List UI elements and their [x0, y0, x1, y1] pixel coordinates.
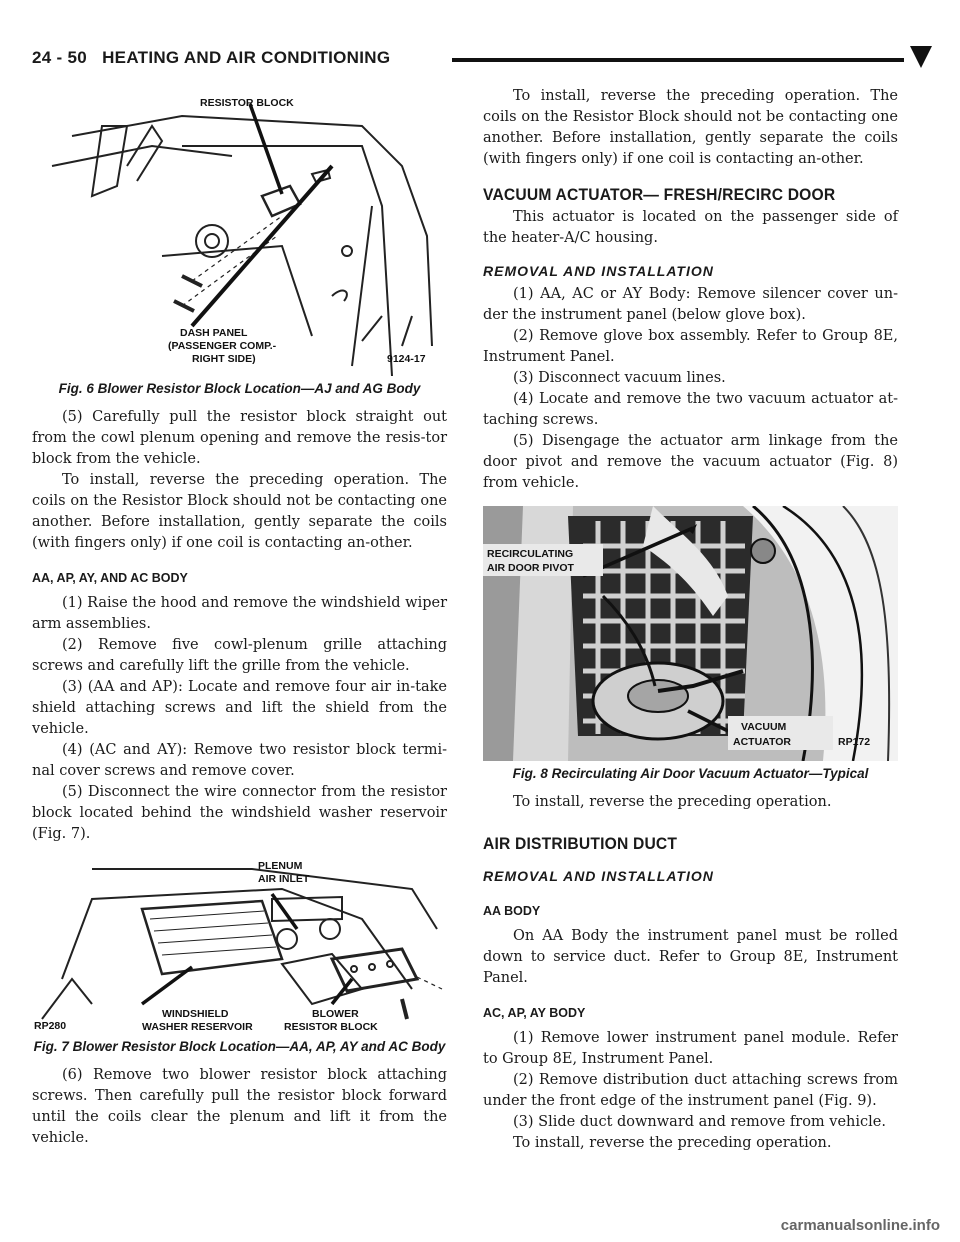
figure-8 — [483, 506, 898, 782]
figure-6-caption: Fig. 6 Blower Resistor Block Location—AJ and AG Body — [58, 381, 421, 396]
chapter-triangle-icon — [910, 46, 932, 68]
heading-vacuum-actuator: VACUUM ACTUATOR— FRESH/RECIRC DOOR — [483, 185, 836, 204]
paragraph: To install, reverse the preceding operation. The coils on the Resistor Block should not be contacting one another. Before installation, gently separate the coils (with fingers only) if one coil is contacting an-other. — [32, 472, 447, 551]
label-washer-reservoir: WASHER RESERVOIR — [142, 1021, 253, 1033]
paragraph: To install, reverse the preceding operation. The coils on the Resistor Block should not be contacting one another. Before installation, gently separate the coils (with fingers only) if one coil is contacting an-other. — [483, 88, 898, 167]
left-column — [32, 86, 447, 1149]
figure-6 — [32, 86, 447, 397]
heading-removal-installation: REMOVAL AND INSTALLATION — [483, 263, 714, 279]
figure-8-illustration — [483, 506, 898, 761]
page-number: 24 - 50 — [32, 48, 88, 67]
paragraph: To install, reverse the preceding operation. — [513, 1135, 832, 1151]
step: (1) Raise the hood and remove the windshield wiper arm assemblies. — [32, 595, 448, 632]
paragraph: On AA Body the instrument panel must be rolled down to service duct. Refer to Group 8E, Instrument Panel. — [483, 928, 898, 986]
label-plenum: PLENUM — [258, 860, 303, 872]
figure-7-code: RP280 — [34, 1020, 67, 1032]
header-rule — [452, 58, 904, 62]
label-recirculating: RECIRCULATING — [487, 548, 574, 560]
label-resistor-block: RESISTOR BLOCK — [284, 1021, 378, 1033]
step: (4) (AC and AY): Remove two resistor block termi-nal cover screws and remove cover. — [32, 742, 447, 779]
heading-removal-installation: REMOVAL AND INSTALLATION — [483, 868, 714, 884]
subheading-aa-body: AA BODY — [483, 904, 541, 918]
paragraph: (5) Carefully pull the resistor block straight out from the cowl plenum opening and remove the resis-tor block from the vehicle. — [32, 409, 447, 467]
watermark: carmanualsonline.info — [780, 1217, 940, 1234]
label-resistor-block: RESISTOR BLOCK — [200, 97, 294, 109]
figure-6-code: 9124-17 — [387, 353, 426, 365]
heading-air-distribution-duct: AIR DISTRIBUTION DUCT — [483, 834, 678, 853]
step: (4) Locate and remove the two vacuum actuator at-taching screws. — [483, 391, 898, 428]
step: (2) Remove glove box assembly. Refer to Group 8E, Instrument Panel. — [483, 328, 898, 365]
label-air-door-pivot: AIR DOOR PIVOT — [487, 562, 574, 574]
header-title — [32, 48, 390, 68]
step: (5) Disengage the actuator arm linkage from the door pivot and remove the vacuum actuator (Fig. 8) from vehicle. — [483, 433, 898, 491]
subheading-ac-ap-ay: AC, AP, AY BODY — [483, 1006, 586, 1020]
step: (1) Remove lower instrument panel module. Refer to Group 8E, Instrument Panel. — [483, 1030, 898, 1067]
subheading-aa-ap-ay-ac: AA, AP, AY, AND AC BODY — [32, 571, 188, 585]
label-actuator: ACTUATOR — [733, 736, 791, 748]
paragraph: To install, reverse the preceding operation. — [513, 794, 832, 810]
label-dash-panel-3: RIGHT SIDE) — [192, 353, 256, 365]
label-air-inlet: AIR INLET — [258, 873, 310, 885]
figure-7-illustration — [32, 859, 447, 1034]
step: (3) Disconnect vacuum lines. — [513, 370, 726, 386]
figure-8-code: RP172 — [838, 736, 871, 748]
label-windshield: WINDSHIELD — [162, 1008, 229, 1020]
figure-6-illustration — [32, 86, 447, 376]
label-blower: BLOWER — [312, 1008, 359, 1020]
section-title: HEATING AND AIR CONDITIONING — [102, 48, 391, 67]
figure-7 — [32, 859, 447, 1055]
step: (6) Remove two blower resistor block attaching screws. Then carefully pull the resistor block forward until the coils clear the plenum and lift it from the vehicle. — [32, 1067, 447, 1146]
label-dash-panel-2: (PASSENGER COMP.- — [168, 340, 277, 352]
label-dash-panel-1: DASH PANEL — [180, 327, 248, 339]
step: (5) Disconnect the wire connector from the resistor block located behind the windshield washer reservoir (Fig. 7). — [32, 784, 447, 842]
figure-7-caption: Fig. 7 Blower Resistor Block Location—AA, AP, AY and AC Body — [33, 1039, 446, 1054]
figure-8-caption: Fig. 8 Recirculating Air Door Vacuum Actuator—Typical — [512, 766, 869, 781]
step: (2) Remove five cowl-plenum grille attaching screws and carefully lift the grille from the vehicle. — [32, 637, 447, 674]
page-header — [32, 44, 932, 80]
right-column — [483, 86, 898, 1154]
step: (3) (AA and AP): Locate and remove four air in-take shield attaching screws and lift the shield from the vehicle. — [32, 679, 447, 737]
step: (3) Slide duct downward and remove from vehicle. — [513, 1114, 886, 1130]
paragraph: This actuator is located on the passenger side of the heater-A/C housing. — [483, 209, 898, 246]
step: (1) AA, AC or AY Body: Remove silencer cover un-der the instrument panel (below glove box). — [483, 286, 898, 323]
label-vacuum: VACUUM — [741, 721, 787, 733]
step: (2) Remove distribution duct attaching screws from under the front edge of the instrument panel (Fig. 9). — [483, 1072, 898, 1109]
